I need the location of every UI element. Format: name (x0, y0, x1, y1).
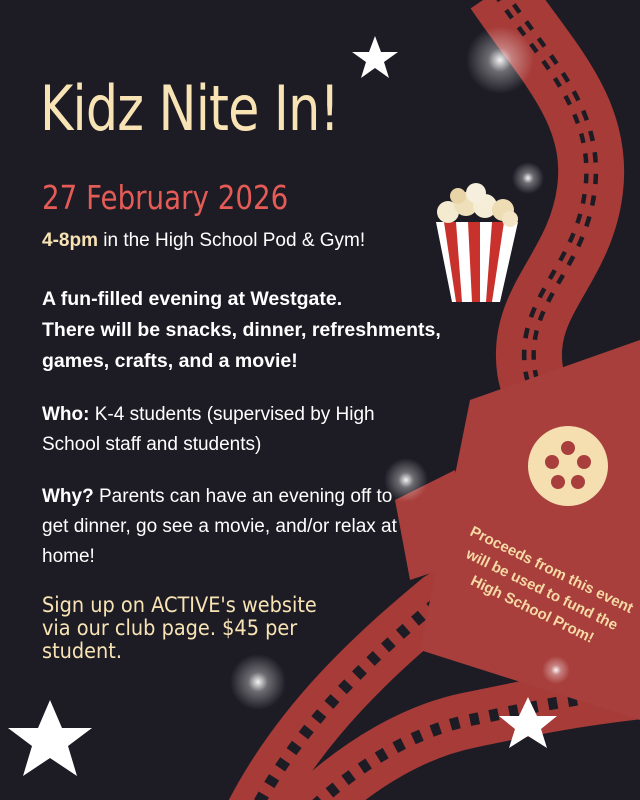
event-date: 27 February 2026 (42, 178, 289, 217)
event-title: Kidz Nite In! (40, 72, 340, 145)
description-line: games, crafts, and a movie! (42, 350, 298, 372)
who-text: K-4 students (supervised by High School staff and students) (42, 404, 375, 455)
event-hours: 4-8pm (42, 230, 98, 251)
light-flare (512, 162, 544, 194)
event-location: in the High School Pod & Gym! (97, 230, 366, 251)
light-flare (466, 26, 534, 94)
why-text: Parents can have an evening off to get dinner, go see a movie, and/or relax at home! (42, 486, 397, 567)
signup-info: Sign up on ACTIVE's website via our club page. $45 per student. (42, 593, 317, 663)
why-section (42, 482, 422, 572)
event-description (42, 284, 512, 377)
event-time (42, 230, 365, 252)
who-section (42, 400, 422, 460)
description-line: There will be snacks, dinner, refreshments, (42, 319, 441, 341)
proceeds-text: Proceeds from this event will be used to fund the High School Prom! (463, 523, 636, 647)
why-label: Why? (42, 486, 94, 507)
who-label: Who: (42, 404, 90, 425)
description-line: A fun-filled evening at Westgate. (42, 288, 343, 310)
star-icon (352, 36, 398, 78)
star-icon (8, 700, 92, 776)
